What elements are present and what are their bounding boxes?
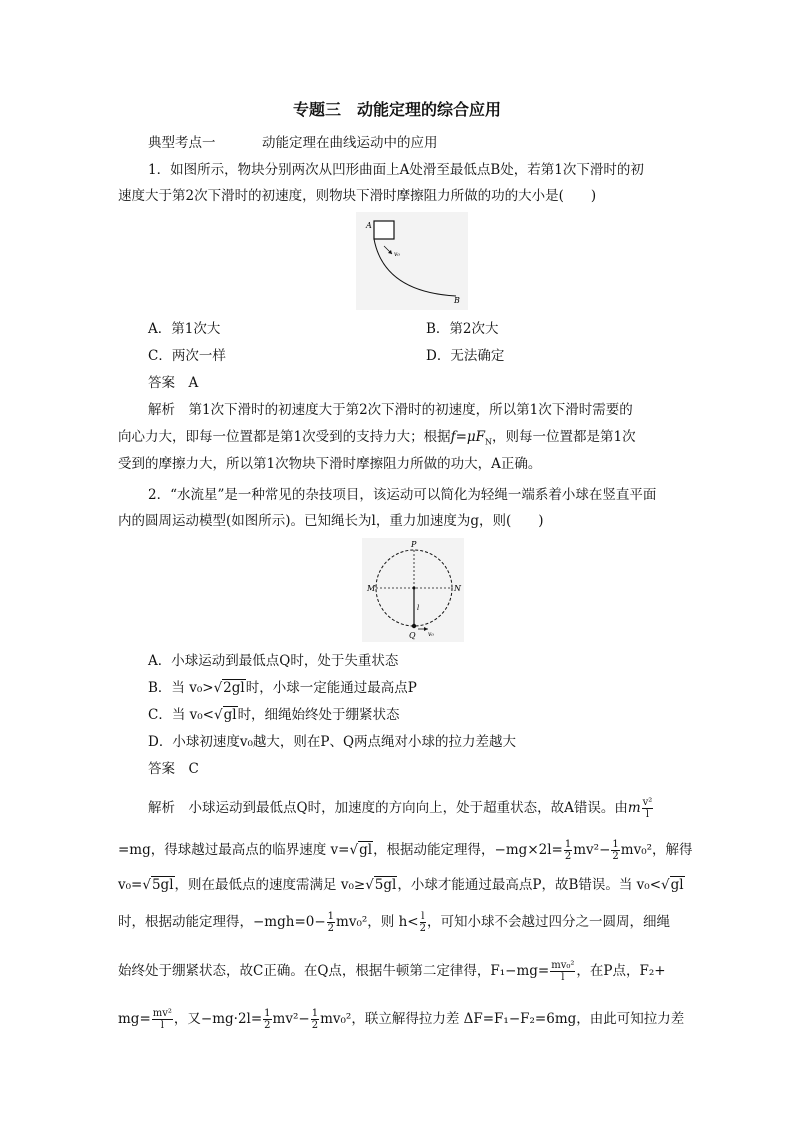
q2-option-d: D．小球初速度v₀越大，则在P、Q两点绳对小球的拉力差越大: [148, 734, 517, 750]
q1-option-b: B．第2次大: [426, 321, 499, 337]
label-v0-2: v₀: [428, 631, 434, 638]
page-title: 专题三 动能定理的综合应用: [292, 100, 501, 119]
label-v0: v₀: [394, 251, 400, 258]
section-label: 典型考点一: [148, 135, 216, 151]
q1-stem-line1: 1．如图所示，物块分别两次从凹形曲面上A处滑至最低点B处，若第1次下滑时的初: [148, 162, 644, 178]
ball-shape: [412, 624, 416, 628]
label-p: P: [411, 540, 417, 549]
label-b: B: [454, 296, 460, 305]
label-n: N: [454, 584, 461, 593]
q2-analysis-line2: =mg，得球越过最高点的临界速度 v=√gl，根据动能定理得，−mg×2l= $\frac{1}{2}$ mv²− $\frac{1}{2}$ mv₀²，解得: [118, 839, 693, 862]
q2-answer: 答案 C: [148, 761, 199, 777]
q2-stem-line1: 2．“水流星”是一种常见的杂技项目，该运动可以简化为轻绳一端系着小球在竖直平面: [148, 487, 657, 503]
q2-option-a: A．小球运动到最低点Q时，处于失重状态: [148, 653, 399, 669]
q1-analysis-line2: 向心力大，即每一位置都是第1次受到的支持力大；根据$f=\mu F_N$，则每一位置都是第1次: [118, 429, 636, 447]
q1-figure: [356, 212, 468, 310]
label-m: M: [367, 584, 376, 593]
q1-option-a: A．第1次大: [148, 321, 221, 337]
q1-option-c: C．两次一样: [148, 348, 226, 364]
q1-analysis-line1: 解析 第1次下滑时的初速度大于第2次下滑时的初速度，所以第1次下滑时需要的: [148, 402, 633, 418]
q1-stem-line2: 速度大于第2次下滑时的初速度，则物块下滑时摩擦阻力所做的功的大小是( ): [118, 188, 597, 204]
section-name: 动能定理在曲线运动中的应用: [262, 135, 438, 151]
q2-figure: [362, 538, 464, 642]
block-shape: [374, 221, 394, 239]
q2-option-c: C．当 v₀<√gl时，细绳始终处于绷紧状态: [148, 707, 400, 723]
q2-analysis-line5: 始终处于绷紧状态，故C正确。在Q点，根据牛顿第二定律得，F₁−mg= $\frac{\text{mv₀²}}{l}$ ，在P点，F₂+: [118, 960, 666, 983]
q2-analysis-line4: 时，根据动能定理得，−mgh=0− $\frac{1}{2}$ mv₀²，则 h< $\frac{l}{2}$ ，可知小球不会越过四分之一圆周，细绳: [118, 911, 670, 934]
q1-analysis-line3: 受到的摩擦力大，所以第1次物块下滑时摩擦阻力所做的功大，A正确。: [118, 456, 542, 472]
q2-stem-line2: 内的圆周运动模型(如图所示)。已知绳长为l，重力加速度为g，则( ): [118, 513, 544, 529]
label-a: A: [366, 221, 372, 230]
q2-analysis-line3: v₀=√5gl，则在最低点的速度需满足 v₀≥√5gl，小球才能通过最高点P，故B错误。当 v₀<√gl: [118, 877, 684, 893]
q2-analysis-line1: 解析 小球运动到最低点Q时，加速度的方向向上，处于超重状态，故A错误。由m $\frac{\text{v²}}{l}$: [148, 797, 653, 820]
label-l: l: [417, 604, 420, 612]
q1-option-d: D．无法确定: [426, 348, 505, 364]
q2-option-b: B．当 v₀>√2gl时，小球一定能通过最高点P: [148, 680, 417, 696]
label-q: Q: [409, 631, 416, 640]
q2-analysis-line6: mg= $\frac{\text{mv²}}{l}$ ，又−mg·2l= $\frac{1}{2}$ mv²− $\frac{1}{2}$ mv₀²，联立解得拉力差 ΔF=F₁−F₂=6mg，由此可知拉力差: [118, 1008, 685, 1031]
q1-answer: 答案 A: [148, 375, 199, 391]
